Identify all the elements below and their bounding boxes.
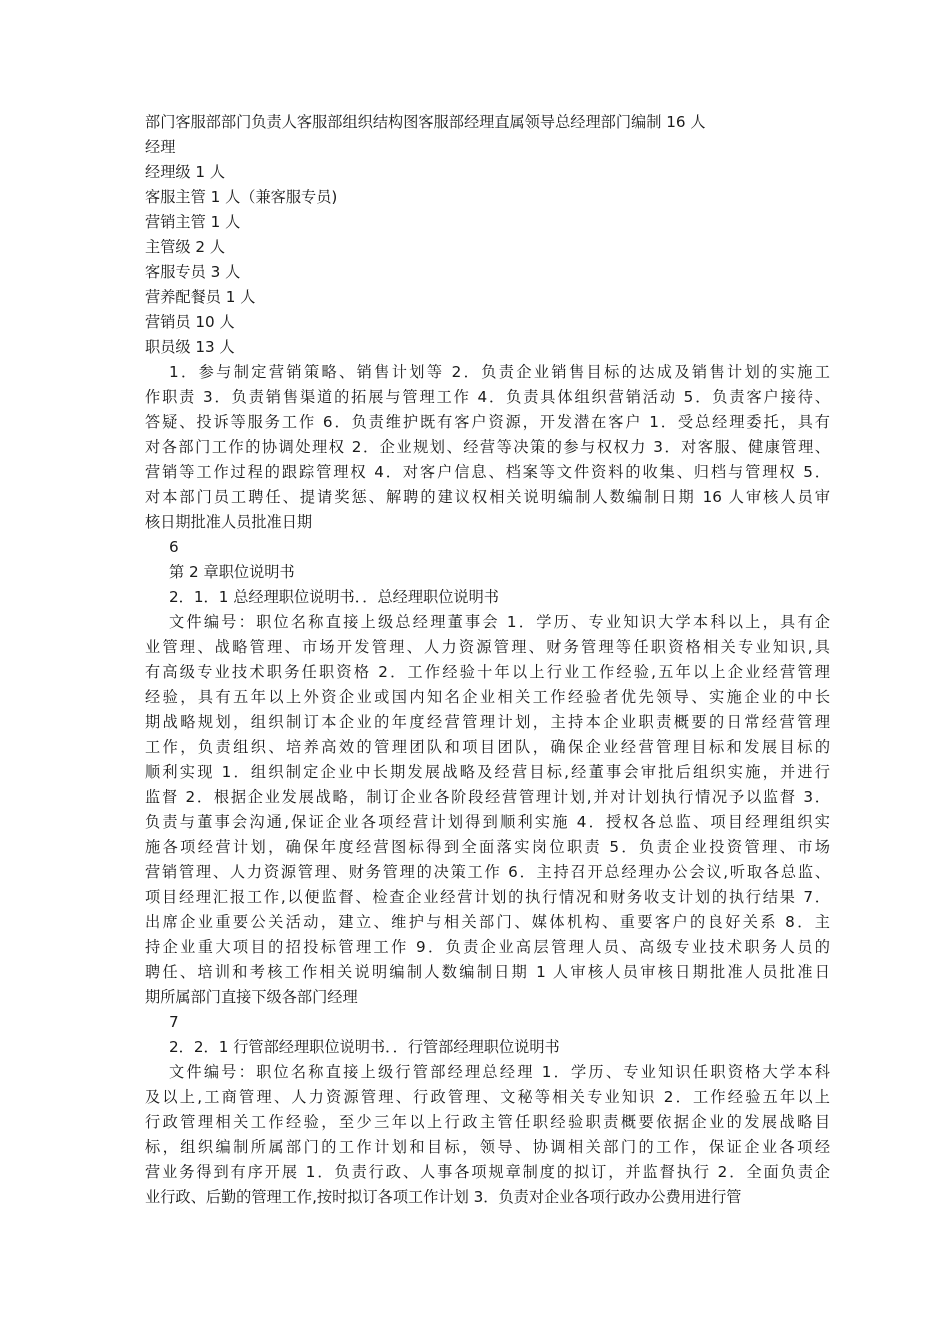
paragraph-line: 营销管理、人力资源管理、财务管理的决策工作 6．主持召开总经理办公会议,听取各总监、: [145, 863, 830, 881]
department-header: [145, 110, 830, 360]
document-body: [145, 110, 830, 1210]
header-line: 部门客服部部门负责人客服部组织结构图客服部经理直属领导总经理部门编制 16 人: [145, 113, 706, 131]
section-title: 2．1．1 总经理职位说明书．．总经理职位说明书: [169, 588, 499, 606]
paragraph-line: 核日期批准人员批准日期: [145, 513, 313, 531]
paragraph-line: 负责与董事会沟通,保证企业各项经营计划得到顺利实施 4．授权各总监、项目经理组织实: [145, 813, 830, 831]
paragraph-line: 期所属部门直接下级各部门经理: [145, 988, 358, 1006]
chapter-title: 第 2 章职位说明书: [169, 563, 295, 581]
header-line: 经理级 1 人: [145, 163, 226, 181]
paragraph-line: 文件编号：职位名称直接上级总经理董事会 1．学历、专业知识大学本科以上，具有企: [169, 613, 830, 631]
paragraph-line: 行政管理相关工作经验，至少三年以上行政主管任职经验职责概要依据企业的发展战略目: [145, 1113, 830, 1131]
header-line: 职员级 13 人: [145, 338, 235, 356]
header-line: 经理: [145, 138, 176, 156]
header-line: 营销员 10 人: [145, 313, 235, 331]
paragraph-line: 监督 2．根据企业发展战略，制订企业各阶段经营管理计划,并对计划执行情况予以监督 3．: [145, 788, 830, 806]
page-number: 7: [169, 1013, 179, 1031]
paragraph-line: 对本部门员工聘任、提请奖惩、解聘的建议权相关说明编制人数编制日期 16 人审核人员审: [145, 488, 830, 506]
header-line: 营养配餐员 1 人: [145, 288, 256, 306]
paragraph-line: 文件编号：职位名称直接上级行管部经理总经理 1．学历、专业知识任职资格大学本科: [169, 1063, 830, 1081]
paragraph-line: 答疑、投诉等服务工作 6．负责维护既有客户资源，开发潜在客户 1．受总经理委托，具有: [145, 413, 830, 431]
paragraph-line: 顺利实现 1．组织制定企业中长期发展战略及经营目标,经董事会审批后组织实施，并进行: [145, 763, 830, 781]
paragraph-line: 工作，负责组织、培养高效的管理团队和项目团队，确保企业经营管理目标和发展目标的: [145, 738, 830, 756]
page-number: 6: [169, 538, 179, 556]
paragraph-line: 期战略规划，组织制订本企业的年度经营管理计划，主持本企业职责概要的日常经营管理: [145, 713, 830, 731]
paragraph-line: 营业务得到有序开展 1．负责行政、人事各项规章制度的拟订，并监督执行 2．全面负责企: [145, 1163, 830, 1181]
paragraph-line: 业行政、后勤的管理工作,按时拟订各项工作计划 3．负责对企业各项行政办公费用进行管: [145, 1188, 742, 1206]
header-line: 客服主管 1 人（兼客服专员): [145, 188, 338, 206]
paragraph-line: 营销等工作过程的跟踪管理权 4．对客户信息、档案等文件资料的收集、归档与管理权 5．: [145, 463, 830, 481]
admin-manager-job-description-paragraph: [145, 1060, 830, 1210]
paragraph-line: 对各部门工作的协调处理权 2．企业规划、经营等决策的参与权权力 3．对客服、健康管理、: [145, 438, 830, 456]
responsibilities-paragraph: [145, 360, 830, 535]
section-title: 2．2．1 行管部经理职位说明书．．行管部经理职位说明书: [169, 1038, 560, 1056]
paragraph-line: 聘任、培训和考核工作相关说明编制人数编制日期 1 人审核人员审核日期批准人员批准日: [145, 963, 830, 981]
paragraph-line: 经验，具有五年以上外资企业或国内知名企业相关工作经验者优先领导、实施企业的中长: [145, 688, 830, 706]
paragraph-line: 及以上,工商管理、人力资源管理、行政管理、文秘等相关专业知识 2．工作经验五年以上: [145, 1088, 830, 1106]
header-line: 营销主管 1 人: [145, 213, 241, 231]
paragraph-line: 持企业重大项目的招投标管理工作 9．负责企业高层管理人员、高级专业技术职务人员的: [145, 938, 830, 956]
header-line: 客服专员 3 人: [145, 263, 241, 281]
paragraph-line: 有高级专业技术职务任职资格 2．工作经验十年以上行业工作经验,五年以上企业经营管理: [145, 663, 830, 681]
header-line: 主管级 2 人: [145, 238, 226, 256]
paragraph-line: 作职责 3．负责销售渠道的拓展与管理工作 4．负责具体组织营销活动 5．负责客户接待、: [145, 388, 830, 406]
paragraph-line: 标，组织编制所属部门的工作计划和目标，领导、协调相关部门的工作，保证企业各项经: [145, 1138, 830, 1156]
paragraph-line: 1．参与制定营销策略、销售计划等 2．负责企业销售目标的达成及销售计划的实施工: [169, 363, 830, 381]
gm-job-description-paragraph: [145, 610, 830, 1010]
paragraph-line: 出席企业重要公关活动，建立、维护与相关部门、媒体机构、重要客户的良好关系 8．主: [145, 913, 830, 931]
paragraph-line: 项目经理汇报工作,以便监督、检查企业经营计划的执行情况和财务收支计划的执行结果 7．: [145, 888, 830, 906]
paragraph-line: 施各项经营计划，确保年度经营图标得到全面落实岗位职责 5．负责企业投资管理、市场: [145, 838, 830, 856]
paragraph-line: 业管理、战略管理、市场开发管理、人力资源管理、财务管理等任职资格相关专业知识,具: [145, 638, 830, 656]
